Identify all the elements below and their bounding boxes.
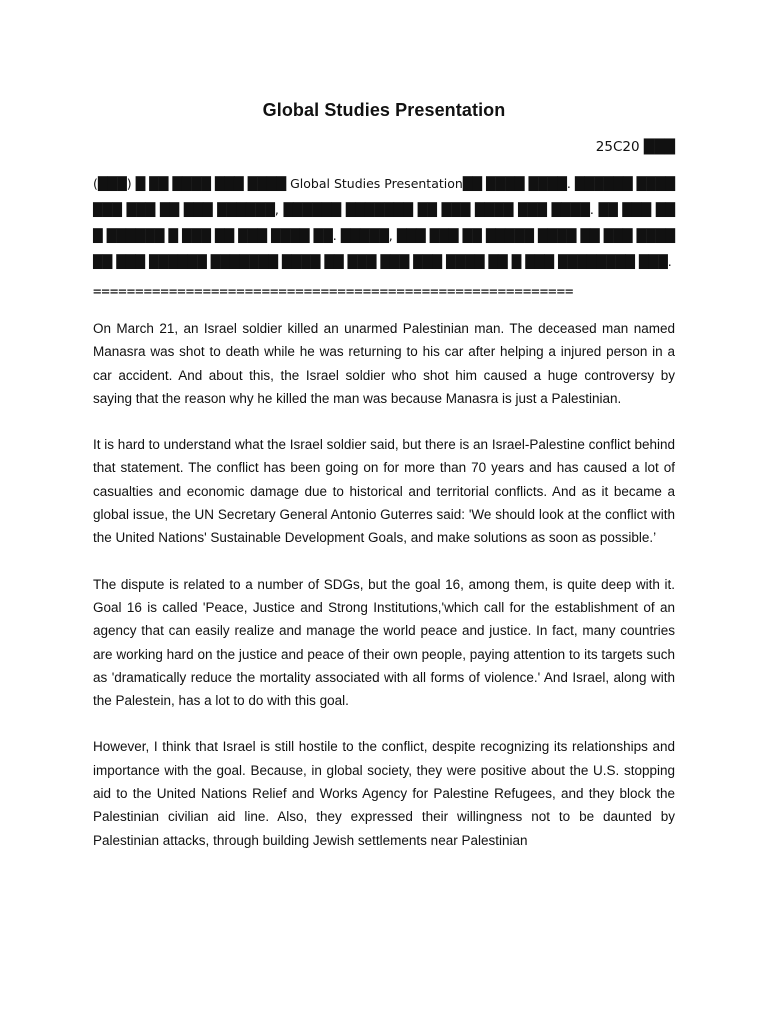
body-paragraph-4: However, I think that Israel is still hostile to the conflict, despite recognizing its relationships and importance with the goal. Because, in global society, they were positive about the U.S. stopping aid to the United Nations Relief and Works Agency for Palestine Refugees, and they block the Palestinian civilian aid line. Also, they expressed their willingness not to be daunted by Palestinian attacks, through building Jewish settlements near Palestinian — [93, 739, 675, 848]
document-page — [93, 100, 675, 875]
body-paragraph-3: The dispute is related to a number of SDGs, but the goal 16, among them, is quite deep with it. Goal 16 is called 'Peace, Justice and Strong Institutions,'which call for the establishment of an agency that can easily realize and manage the world peace and justice. In fact, many countries are working hard on the justice and peace of their own people, paying attention to its targets such as 'dramatically reduce the mortality associated with all forms of violence.' And Israel, along with the Palestein, has a lot to do with this goal. — [93, 576, 675, 709]
korean-intro-paragraph: (███) █ ██ ████ ███ ████ Global Studies Presentation██ ████ ████. ██████ ███████ ███ ██ ███ ██████, ██████ ███████ ██ ███ ████ ███ ████. ██ ███ ███ ██████ █ ███ ██ ███ ████ ██. █████, ███ ███ ██ █████ ████ ██ ███ ████ ██ ███ ██████ ███████ ████ ██ ███ ███ ███ ████ ██ █ ███ ████████ ███. — [93, 176, 675, 269]
body-paragraph-2: It is hard to understand what the Israel soldier said, but there is an Israel-Palestine conflict behind that statement. The conflict has been going on for more than 70 years and has caused a lot of casualties and economic damage due to historical and territorial conflicts. And as it became a global issue, the UN Secretary General Antonio Guterres said: 'We should look at the conflict with the United Nations' Sustainable Development Goals, and make solutions as soon as possible.’ — [93, 437, 675, 546]
author-line: 25C20 ███ — [595, 139, 675, 155]
body-paragraph-1: On March 21, an Israel soldier killed an unarmed Palestinian man. The deceased man named Manasra was shot to death while he was returning to his car after helping a injured person in a car accident. And about this, the Israel soldier who shot him caused a huge controversy by saying that the reason why he killed the man was because Manasra is just a Palestinian. — [93, 321, 675, 406]
document-title: Global Studies Presentation — [262, 100, 506, 120]
separator-line: ========================================================= — [93, 284, 574, 300]
